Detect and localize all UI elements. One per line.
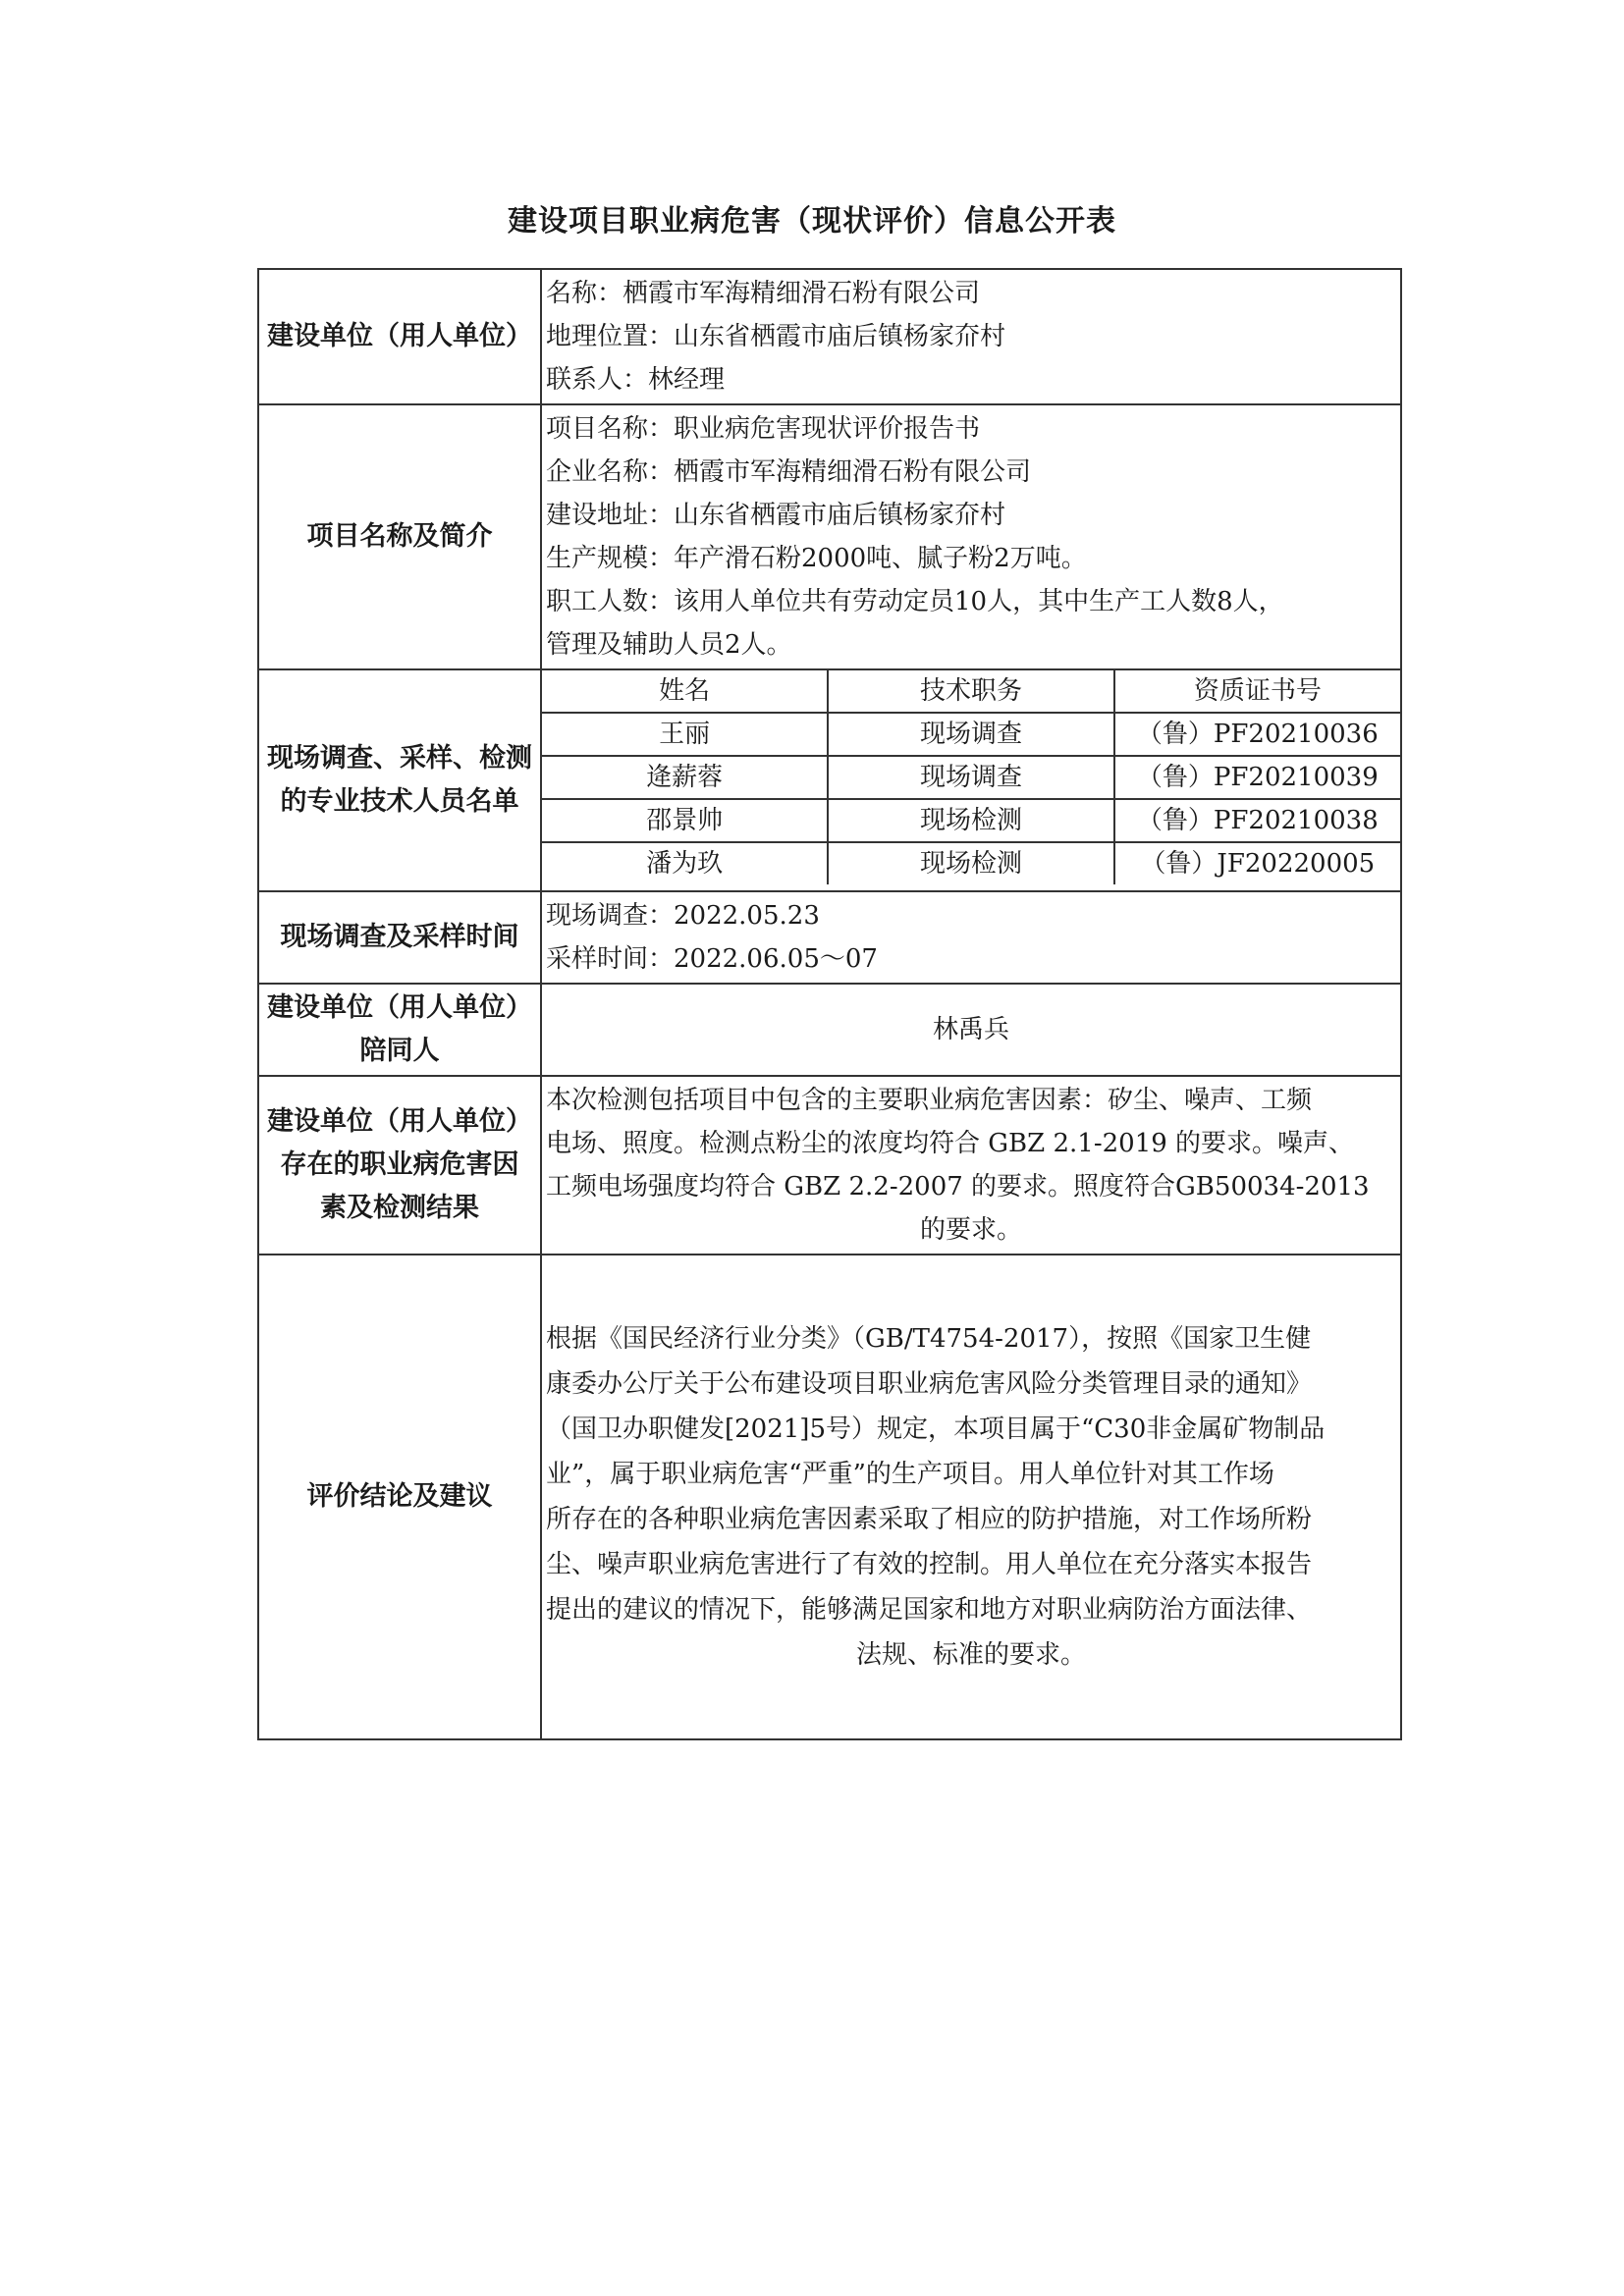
- conclusion-line: （国卫办职健发[2021]5号）规定，本项目属于“C30非金属矿物制品: [546, 1415, 1326, 1444]
- content-staff: [541, 669, 1401, 891]
- label-escort: [258, 984, 541, 1076]
- staff-header-row: [542, 670, 1400, 713]
- staff-header-name: 姓名: [542, 670, 828, 713]
- content-unit: [541, 269, 1401, 404]
- label-escort-line2: 陪同人: [359, 1036, 440, 1066]
- conclusion-line: 法规、标准的要求。: [855, 1640, 1086, 1670]
- staff-position: 现场检测: [828, 842, 1113, 884]
- staff-name: 潘为玖: [542, 842, 828, 884]
- staff-name: 邵景帅: [542, 799, 828, 842]
- conclusion-line: 根据《国民经济行业分类》（GB/T4754-2017），按照《国家卫生健: [546, 1324, 1312, 1354]
- conclusion-line: 尘、噪声职业病危害进行了有效的控制。用人单位在充分落实本报告: [546, 1550, 1313, 1579]
- row-staff: [258, 669, 1401, 891]
- conclusion-line: 业”，属于职业病危害“严重”的生产项目。用人单位针对其工作场: [546, 1460, 1274, 1489]
- table-row: [542, 756, 1400, 799]
- staff-name: 逄薪蓉: [542, 756, 828, 799]
- staff-cert: （鲁）PF20210039: [1114, 756, 1400, 799]
- hazards-line: 工频电场强度均符合 GBZ 2.2-2007 的要求。照度符合GB50034-2013: [546, 1172, 1370, 1201]
- label-project: 项目名称及简介: [258, 404, 541, 669]
- row-project: [258, 404, 1401, 669]
- staff-cert: （鲁）PF20210036: [1114, 713, 1400, 756]
- content-project: [541, 404, 1401, 669]
- staff-name: 王丽: [542, 713, 828, 756]
- conclusion-line: 提出的建议的情况下，能够满足国家和地方对职业病防治方面法律、: [546, 1595, 1313, 1625]
- staff-position: 现场调查: [828, 756, 1113, 799]
- label-staff: [258, 669, 541, 891]
- project-company: 企业名称：栖霞市军海精细滑石粉有限公司: [546, 457, 1032, 487]
- label-staff-line1: 现场调查、采样、检测: [267, 743, 532, 774]
- project-name: 项目名称：职业病危害现状评价报告书: [546, 414, 981, 444]
- label-hazards-line2: 存在的职业病危害因: [280, 1149, 519, 1180]
- info-table: [257, 268, 1402, 1740]
- row-time: [258, 891, 1401, 984]
- row-conclusion: [258, 1255, 1401, 1739]
- content-time: [541, 891, 1401, 984]
- unit-location: 地理位置：山东省栖霞市庙后镇杨家夼村: [546, 322, 1006, 351]
- escort-name: 林禹兵: [541, 984, 1401, 1076]
- staff-position: 现场调查: [828, 713, 1113, 756]
- content-hazards: [541, 1076, 1401, 1255]
- conclusion-line: 康委办公厅关于公布建设项目职业病危害风险分类管理目录的通知》: [546, 1369, 1313, 1399]
- table-row: [542, 842, 1400, 884]
- staff-cert: （鲁）JF20220005: [1114, 842, 1400, 884]
- staff-table: [542, 670, 1400, 884]
- label-staff-line2: 的专业技术人员名单: [280, 786, 519, 817]
- label-hazards: [258, 1076, 541, 1255]
- project-address: 建设地址：山东省栖霞市庙后镇杨家夼村: [546, 501, 1006, 530]
- hazards-line: 本次检测包括项目中包含的主要职业病危害因素：矽尘、噪声、工频: [546, 1086, 1313, 1115]
- project-staff-2: 管理及辅助人员2人。: [546, 630, 792, 660]
- row-unit: [258, 269, 1401, 404]
- survey-date: 现场调查：2022.05.23: [546, 901, 820, 931]
- label-hazards-line3: 素及检测结果: [320, 1193, 479, 1223]
- row-hazards: [258, 1076, 1401, 1255]
- sampling-date: 采样时间：2022.06.05～07: [546, 944, 878, 974]
- label-escort-line1: 建设单位（用人单位）: [267, 992, 532, 1023]
- table-row: [542, 799, 1400, 842]
- project-staff-1: 职工人数：该用人单位共有劳动定员10人，其中生产工人数8人，: [546, 587, 1284, 616]
- staff-cert: （鲁）PF20210038: [1114, 799, 1400, 842]
- page-title: 建设项目职业病危害（现状评价）信息公开表: [508, 204, 1116, 239]
- label-hazards-line1: 建设单位（用人单位）: [267, 1106, 532, 1137]
- hazards-line: 电场、照度。检测点粉尘的浓度均符合 GBZ 2.1-2019 的要求。噪声、: [546, 1129, 1355, 1158]
- staff-header-position: 技术职务: [828, 670, 1113, 713]
- content-conclusion: [541, 1255, 1401, 1739]
- table-row: [542, 713, 1400, 756]
- label-time: 现场调查及采样时间: [258, 891, 541, 984]
- unit-contact: 联系人：林经理: [546, 365, 726, 395]
- label-conclusion: 评价结论及建议: [258, 1255, 541, 1739]
- staff-header-cert: 资质证书号: [1114, 670, 1400, 713]
- conclusion-line: 所存在的各种职业病危害因素采取了相应的防护措施，对工作场所粉: [546, 1505, 1313, 1534]
- unit-name: 名称：栖霞市军海精细滑石粉有限公司: [546, 279, 981, 308]
- row-escort: [258, 984, 1401, 1076]
- label-unit: 建设单位（用人单位）: [258, 269, 541, 404]
- staff-position: 现场检测: [828, 799, 1113, 842]
- hazards-line: 的要求。: [919, 1215, 1022, 1245]
- project-scale: 生产规模：年产滑石粉2000吨、腻子粉2万吨。: [546, 544, 1087, 573]
